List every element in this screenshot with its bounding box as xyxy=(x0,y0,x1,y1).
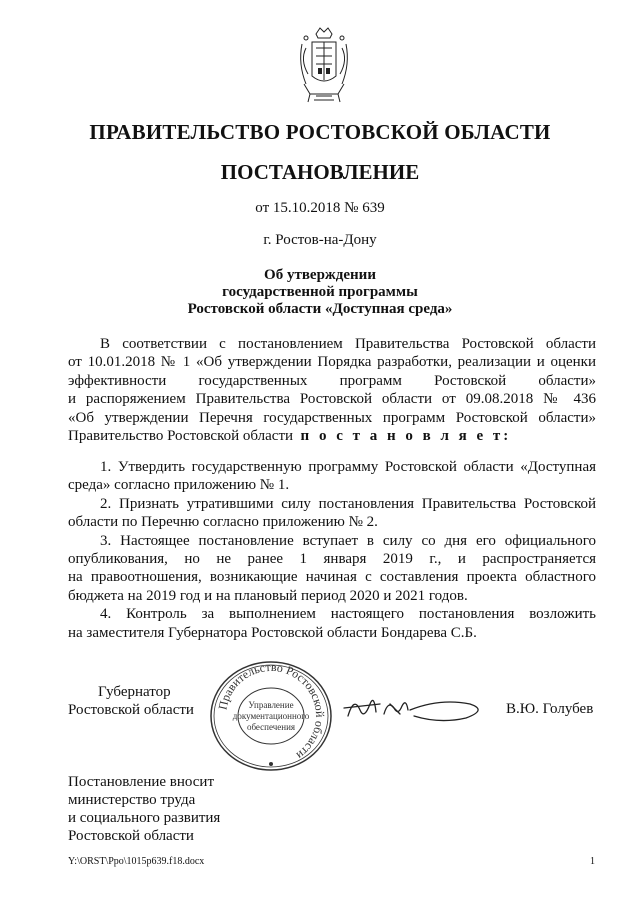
item-line: 1. Утвердить государственную программу Ростовской области «Доступная xyxy=(100,459,596,475)
preamble-line: и распоряжением Правительства Ростовской области от 09.08.2018 № 436 xyxy=(68,391,596,408)
item-line: опубликования, но не ранее 1 января 2019 г., и распространяется xyxy=(68,550,596,567)
subject-line: Об утверждении xyxy=(264,267,376,283)
item-line: на заместителя Губернатора Ростовской области Бондарева С.Б. xyxy=(68,624,477,641)
stamp-center-line: обеспечения xyxy=(246,722,296,732)
footer-file-path: Y:\ORST\Ppo\1015p639.f18.docx xyxy=(68,856,205,867)
preamble-line: В соответствии с постановлением Правительства Ростовской области xyxy=(100,336,596,352)
subject-line: государственной программы xyxy=(222,284,418,300)
item-line: среда» согласно приложению № 1. xyxy=(68,477,290,494)
government-title: ПРАВИТЕЛЬСТВО РОСТОВСКОЙ ОБЛАСТИ xyxy=(89,120,551,144)
footer-page-number: 1 xyxy=(590,856,595,867)
item-line: на правоотношения, возникающие начиная с составления проекта областного xyxy=(68,569,596,586)
official-stamp-icon xyxy=(208,660,334,772)
subject-line: Ростовской области «Доступная среда» xyxy=(187,301,453,317)
signatory-name: В.Ю. Голубев xyxy=(506,701,594,717)
document-subject xyxy=(0,267,640,318)
item-line: 2. Признать утратившими силу постановления Правительства Ростовской xyxy=(100,495,596,512)
submitter-line: и социального развития xyxy=(68,810,221,826)
stamp-center-line: документационного xyxy=(232,711,310,721)
submitter-block xyxy=(68,773,220,845)
preamble-line: «Об утверждении Перечня государственных программ Ростовской области» xyxy=(68,409,596,426)
submitter-line: министерство труда xyxy=(68,792,196,808)
signatory-post xyxy=(68,683,194,719)
item-line: 4. Контроль за выполнением настоящего постановления возложить xyxy=(100,606,596,623)
document-city: г. Ростов-на-Дону xyxy=(263,232,377,248)
item-line: 3. Настоящее постановление вступает в силу со дня его официального xyxy=(100,532,596,549)
submitter-line: Ростовской области xyxy=(68,828,194,844)
document-date-number: от 15.10.2018 № 639 xyxy=(255,200,385,216)
signatory-post-line: Губернатор xyxy=(98,684,171,700)
signatory-post-line: Ростовской области xyxy=(68,702,194,718)
handwritten-signature-icon xyxy=(340,690,490,730)
stamp-ring-text: Правительство Ростовской области xyxy=(215,660,328,763)
stamp-center-line: Управление xyxy=(248,700,294,710)
items-list xyxy=(68,458,596,642)
preamble-paragraph xyxy=(68,335,596,445)
preamble-line xyxy=(68,427,596,445)
item-line: области по Перечню согласно приложению № 2. xyxy=(68,514,378,531)
submitter-line: Постановление вносит xyxy=(68,774,215,790)
decree-word: п о с т а н о в л я е т: xyxy=(300,427,512,444)
item-line: бюджета на 2019 год и на плановый период 2020 и 2021 годов. xyxy=(68,587,468,604)
preamble-line: эффективности государственных программ Ростовской области» xyxy=(68,372,596,389)
document-type: ПОСТАНОВЛЕНИЕ xyxy=(220,160,420,184)
preamble-subject: Правительство Ростовской области xyxy=(68,427,294,444)
preamble-line: от 10.01.2018 № 1 «Об утверждении Порядка разработки, реализации и оценки xyxy=(68,354,596,371)
coat-of-arms-icon xyxy=(296,24,352,106)
